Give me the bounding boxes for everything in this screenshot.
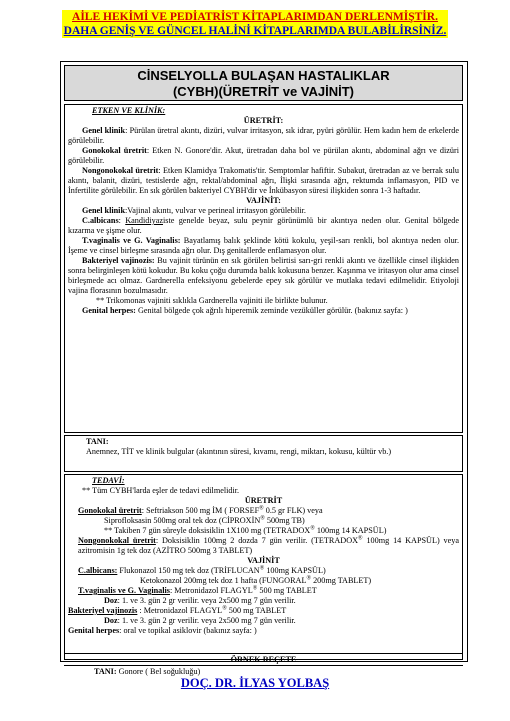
tedavi-herpes: Genital herpes: oral ve topikal asiklovir (bakınız sayfa: ) [68, 626, 257, 635]
section-heading-etken: ETKEN VE KLİNİK: [92, 106, 166, 115]
tedavi-gono-line2: Siprofloksasin 500mg oral tek doz (CİPROXİN® 500mg TB) [104, 515, 305, 525]
vajinit-tvaginalis: T.vaginalis ve G. Vaginalis: Bayatlamış balık şeklinde kötü kokulu, yeşil-sarı renkli, bol akıntıya neden olur. İşeme ve cinsel birleşme sırasında ağrı olur. Dış genitallerde enflamasyon olur. [68, 236, 459, 255]
kandidiyaz-link[interactable]: Kandidiyaz [125, 216, 163, 225]
tedavi-tvaginalis-doz: Doz: 1. ve 3. gün 2 gr verilir. veya 2x500 mg 7 gün verilir. [104, 596, 296, 605]
vajinit-bakteriyel: Bakteriyel vajinozis: Bu vajinit türünün en sık görülen belirtisi sarı-gri renkli akıntı ve özellikle cinsel ilişkiden sonra belirginleşen kötü kokudur. Bu koku çoğu durumda balık kokusuna benzer. Kaşınma ve iritasyon olur ama cinsel birleşmede acı olmaz. Gardnerella enfeksiyonu gebelerde epey sık görülür ve mutlaka tedavi edilmelidir. Etiyoloji vajina florasının bozulmasıdır. [68, 256, 459, 295]
treatment-section [64, 474, 463, 660]
tedavi-vajinit-heading: VAJİNİT [247, 556, 280, 565]
tedavi-tvaginalis: T.vaginalis ve G. Vaginalis: Metronidazol FLAGYL® 500 mg TABLET [78, 585, 317, 595]
tani-heading: TANI: [86, 437, 109, 446]
tedavi-gono-line3: ** Takiben 7 gün süreyle doksisiklin 1X100 mg (TETRADOX® 100mg 14 KAPSÜL) [104, 525, 387, 535]
vajinit-herpes: Genital herpes: Genital bölgede çok ağrılı hiperemik zeminde vezüküller görülür. (bakınız sayfa: ) [82, 306, 408, 315]
header-banner [0, 10, 510, 38]
tani-text: Anemnez, TİT ve klinik bulgular (akıntının süresi, kıvamı, rengi, miktarı, kokusu, kültür vb.) [86, 447, 392, 456]
page-title: CİNSELYOLLA BULAŞAN HASTALIKLAR [137, 68, 390, 83]
content-frame [60, 61, 468, 676]
tedavi-gono-line1: Gonokokal üretrit: Seftriakson 500 mg İM ( FORSEF® 0.5 gr FLK) veya [78, 505, 323, 515]
uretrit-nongonokokal: Nongonokokal üretrit: Etken Klamidya Trakomatis'tir. Semptomlar hafiftir. Subakut, üretradan az ve berrak sulu akıntı, balanit, dizüri, testislerde ağrı, rektal/abdominal ağrı, İlişki sırasında ağrı, rektumda inflamasyon, PID ve İnfertilite görülebilir. En sık görülen bakteriyel CYBH'dir ve İnkübasyon süresi ilişkiden sonra 1-3 haftadır. [68, 166, 459, 195]
tedavi-note: ** Tüm CYBH'larda eşler de tedavi edilmelidir. [82, 486, 240, 495]
title-box [64, 65, 463, 101]
tedavi-bakteriyel: Bakteriyel vajinozis : Metronidazol FLAGYL® 500 mg TABLET [68, 605, 287, 615]
ornek-tani: TANI: Gonore ( Bel soğukluğu) [94, 667, 201, 676]
tedavi-nongono: Nongonokokal üretrit: Doksisiklin 100mg 2 dozda 7 gün verilir. (TETRADOX® 100mg 14 KAPSÜL) veya azitromisin 1g tek doz (AZİTRO 500mg 3 TABLET) [78, 535, 460, 555]
uretrit-gonokokal: Gonokokal üretrit: Etken N. Gonore'dir. Akut, üretradan daha bol ve pürülan akıntı, abdominal ağrı ve dizüri görülebilir. [68, 146, 459, 165]
etiology-clinic-section [64, 104, 463, 433]
banner-line-2: DAHA GENİŞ VE GÜNCEL HALİNİ KİTAPLARIMDA BULABİLİRSİNİZ. [63, 25, 447, 37]
page-subtitle: (CYBH)(ÜRETRİT ve VAJİNİT) [172, 84, 355, 99]
vajinit-genel-klinik: Genel klinik:Vajinal akıntı, vulvar ve perineal irritasyon görülebilir. [82, 206, 306, 215]
vajinit-calbicans: C.albicans: Kandidiyaziste genelde beyaz, sulu peynir görünümlü bir akıntıya neden olur. Genital bölgede kızarma ve şişme olur. [68, 216, 460, 235]
tedavi-uretrit-heading: ÜRETRİT [244, 496, 283, 505]
banner-line-1: AİLE HEKİMİ VE PEDİATRİST KİTAPLARIMDAN DERLENMİŞTİR. [72, 11, 438, 23]
uretrit-heading: ÜRETRİT: [243, 116, 284, 125]
tedavi-calbicans-line2: Ketokonazol 200mg tek doz 1 hafta (FUNGORAL® 200mg TABLET) [140, 575, 372, 585]
diagnosis-section [64, 435, 463, 472]
tedavi-heading: TEDAVİ: [92, 476, 125, 485]
vajinit-heading: VAJİNİT: [246, 196, 281, 205]
uretrit-genel-klinik: Genel klinik: Pürülan üretral akıntı, dizüri, vulvar irritasyon, sık idrar, pyüri görülür. Hem kadın hem de erkelerde görülebilir. [68, 126, 459, 145]
ornek-heading: ÖRNEK REÇETE [64, 653, 463, 666]
tedavi-bakteriyel-doz: Doz: 1. ve 3. gün 2 gr verilir. veya 2x500 mg 7 gün verilir. [104, 616, 296, 625]
author-name: DOÇ. DR. İLYAS YOLBAŞ [180, 676, 330, 690]
tedavi-calbicans: C.albicans: Flukonazol 150 mg tek doz (TRİFLUCAN® 100mg KAPSÜL) [78, 565, 326, 575]
trikomonas-note: ** Trikomonas vajiniti sıklıkla Gardnerella vajiniti ile birlikte bulunur. [96, 296, 328, 305]
